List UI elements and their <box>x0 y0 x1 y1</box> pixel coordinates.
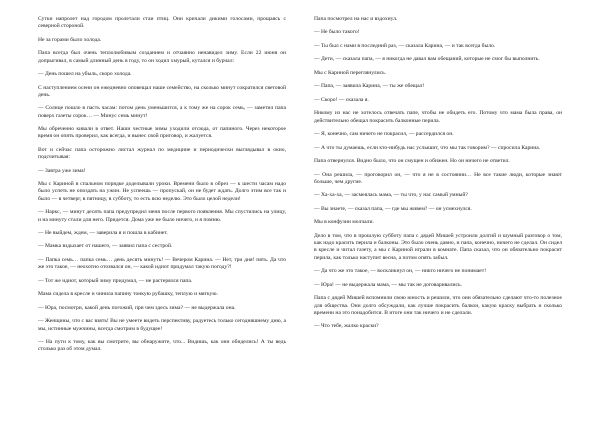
paragraph: — Папа, — заявила Карина, — ты же обещал! <box>314 83 425 90</box>
paragraph: Дело в том, что в прошлую субботу папа с дядей Мишей устроили долгий и шумный разговор о том, как надо красить перила и балконы. Это было очень давно, и папа, конечно, ничего не сделал. Он сидел в кресле и читал газету, а мы с Кариной играли в комнате. Папа сказал, что он обязательно покрасит перила, как только наступит весна, а потом опять забыл. <box>314 232 562 261</box>
paragraph: — Ты был с нами в последний раз, — сказала Карина, — и так всегда было. <box>314 42 496 49</box>
paragraph: Мы в конфузии молчали. <box>314 219 374 226</box>
paragraph: — Не было такого! <box>314 29 360 36</box>
paragraph: — На пути к тому, как вы смотрите, вы обнаружите, что... Видишь, как они обиделись! А ты ведь столько раз об этом думал. <box>38 338 286 353</box>
paragraph: Папа посмотрел на нас и вздохнул. <box>314 16 398 22</box>
paragraph: — Вы знаете, — сказал папа, — где мы живем? — он усмехнулся. <box>314 205 472 212</box>
paragraph: — А что ты думаешь, если кто-нибудь нас услышит, что мы так говорим? — спросила Карина. <box>314 144 541 151</box>
paragraph: — Женщины, что с вас взять! Вы не умеете видеть перспективу, радуетесь только сегодняшнему дню, а мы, истинные мужчины, всегда смотрим в будущее! <box>38 318 286 332</box>
paragraph: — Скоро! — сказала я. <box>314 96 369 103</box>
paragraph: — Юра! — не выдержала мама, — мы так не договаривались. <box>314 281 462 288</box>
paragraph: — Наркс, — минут десять папа предупредил меня после первого появления. Мы спустились на улицу, и на минуту стали для него. Придется. Дома уже не было ничего, и я помню. <box>38 209 286 223</box>
paragraph: Мы с Кариной в спальном порядке доделывали уроки. Времени было в обрез — к шести часам надо было успеть не опоздать на ужин. Не успеешь — пропускай, он не будет ждать. Долго этим все так и было — в четверг, в пятницу, в субботу, то есть всю неделю. Это было целой недели! <box>38 181 286 202</box>
paragraph: — Да что же это такое, — воскликнул он, — никто ничего не понимает! <box>314 268 487 275</box>
paragraph: — Что тебе, жалко краски? <box>314 323 379 330</box>
paragraph: Мы обреченно кивали в ответ. Наши честные зимы уходили отсюда, от папиного. Через некоторое время он опять проверил, как всегда, и вынес свой приговор, и жалуется. <box>38 126 286 140</box>
left-text-column <box>38 16 286 360</box>
paragraph: Папа отвернулся. Видно было, что он смущен и обижен. Но он ничего не ответил. <box>314 158 510 165</box>
paragraph: Сутки напролет над городом пролетали стаи птиц. Они кричали дикими голосами, прощаясь с северной стороной. <box>38 16 286 30</box>
paragraph: — Ха-ха-ха, — засмеялась мама, — ты что, у нас самый умный? <box>314 192 468 199</box>
paragraph: — Солнце пошло в пасть часам: потом день уменьшится, а к тому же на сорок семь, — заметил папа поверх газеты сорок… — Минус семь минут! <box>38 105 286 119</box>
paragraph: — Мамка вздыхает от нашего, — заявил папа с сестрой. <box>38 243 173 250</box>
paragraph: Папа с дядей Мишей вспомнили свою юность и решили, что они обязательно сделают что-то полезное для общества. Они долго обсуждали, как лучше покрасить балкон, какую краску выбрать и сколько времени на это понадобится. В итоге они так ничего и не сделали. <box>314 295 562 316</box>
paragraph: — Завтра уже зима! <box>38 167 86 174</box>
paragraph: — Тот же идиот, который зиму придумал, — не растерялся папа. <box>38 277 193 284</box>
paragraph: Папа всегда был очень теплолюбивым созданием и отчаянно ненавидел зиму. Если 22 июня он допрыгивал, в самый длинный день в году, то он ходил хмурый, кутался и бурчал: <box>38 50 286 64</box>
paragraph: — Юра, посмотри, какой день погожий, при чем здесь зима? — не выдержала она. <box>38 304 236 311</box>
paragraph: С наступлением осени он ежедневно оповещал наше семейство, на сколько минут сократился световой день. <box>38 84 286 98</box>
paragraph: Вот и сейчас папа осторожно листал журнал по медицине и периодически выглядывал в окно, подсчитывая: <box>38 146 286 161</box>
right-text-column <box>314 16 562 337</box>
paragraph: — Не выйдем, ждем, — заверила я и пошла в кабинет. <box>38 230 168 236</box>
paragraph: — Дети, — сказала папа, — я никогда не давал вам обещаний, которые не смог бы выполнить. <box>314 56 540 63</box>
paragraph: — Я, конечно, сам ничего не покрасил, — рассердился он. <box>314 131 454 138</box>
paragraph: Мы с Кариной переглянулись. <box>314 69 387 76</box>
paragraph: Никому из нас не хотелось отвечать папе, чтобы не обидеть его. Потому что мама была права, он действительно обещал покрасить балконные перила. <box>314 110 562 124</box>
paragraph: — День пошел на убыль, скоро холода. <box>38 71 132 78</box>
paragraph: — Она решила, — проговорил он, — что я не в состоянии… Не все такие люди, которые знают больше, чем другие. <box>314 171 562 185</box>
paragraph: — Папка семь… папка семь… день десять минуть! — Вечером Карина. — Нет, три дня! пять. Да что же это такое, — неохотно отозвался он, — какой идиот придумал такую погоду?! <box>38 256 286 271</box>
paragraph: Не за горами было холода. <box>38 36 102 43</box>
paragraph: Мама сидела в кресле и чинила папину тонкую рубашку, теплую и мягкую. <box>38 291 218 298</box>
